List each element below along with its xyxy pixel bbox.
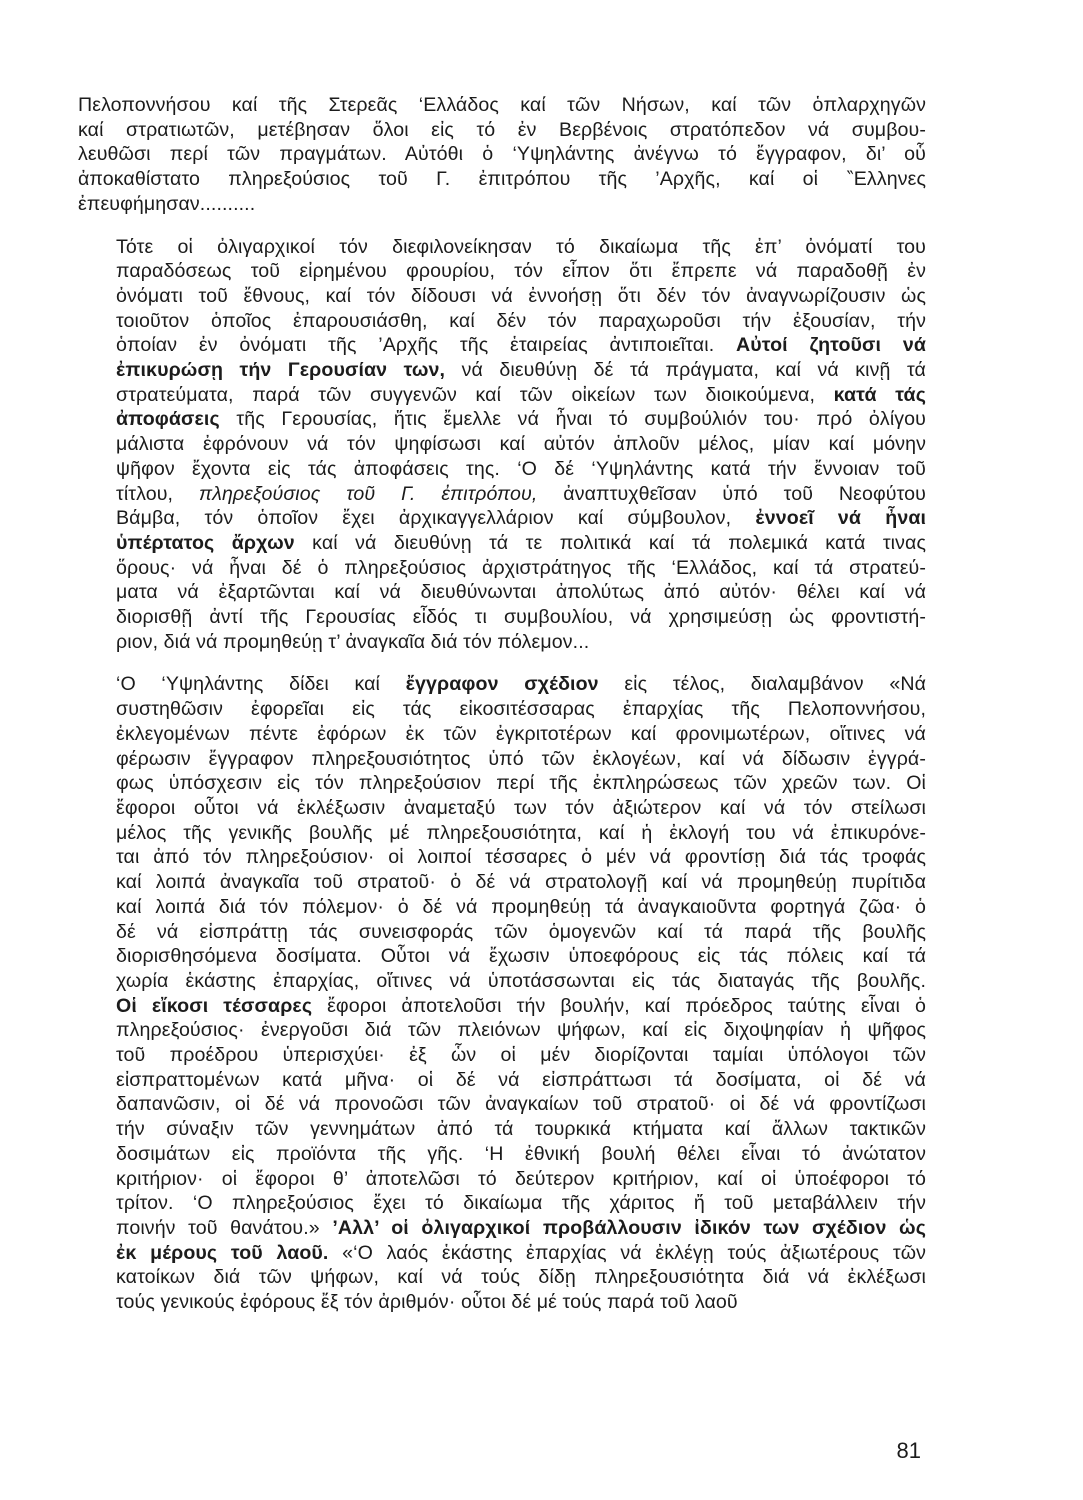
bold-run: ἐπικυρώσῃ τήν Γερουσίαν των,: [116, 359, 446, 382]
text-run: Πελοποννήσου καί τῆς Στερεᾶς ‘Ελλάδος καί τῶν Νήσων, καί τῶν ὁπλαρχηγῶν: [78, 94, 926, 116]
text-run: παραδόσεως τοῦ εἰρημένου φρουρίου, τόν εἶπον ὅτι ἔπρεπε νά παραδοθῇ ἐν: [116, 260, 926, 283]
text-line: [78, 845, 926, 870]
bold-run: ὑπέρτατος ἄρχων: [116, 531, 295, 554]
text-run: ἀποκαθίστατο πληρεξούσιος τοῦ Γ. ἐπιτρόπου τῆς ’Αρχῆς, καί οἱ ‶Ελληνες: [78, 168, 926, 191]
text-run: ἔφοροι οὗτοι νά ἐκλέξωσιν ἀναμεταξύ των τόν ἀξιώτερον καί νά τόν στείλωσι: [116, 796, 926, 819]
text-run: κριτήριον· οἱ ἔφοροι θ’ ἀποτελῶσι τό δεύτερον κριτήριον, καί οἱ ὑποέφοροι τό: [116, 1167, 926, 1190]
text-line: [78, 556, 926, 581]
text-line: [78, 358, 926, 383]
text-line: [78, 994, 926, 1019]
text-run: εἰσπραττομένων κατά μῆνα· οἱ δέ νά εἰσπράττωσι τά δοσίματα, οἱ δέ νά: [116, 1068, 926, 1091]
text-run: ἀναπτυχθεῖσαν ὑπό τοῦ Νεοφύτου: [537, 482, 926, 505]
text-line: [78, 407, 926, 432]
text-run: στρατεύματα, παρά τῶν συγγενῶν καί τῶν οἰκείων των διοικούμενα,: [116, 383, 834, 406]
text-run: τούς γενικούς ἐφόρους ἔξ τόν ἀριθμόν· οὗτοι δέ μέ τούς παρά τοῦ λαοῦ: [116, 1291, 738, 1314]
bold-run: ἀποφάσεις: [116, 408, 220, 431]
bold-run: ἔγγραφον σχέδιον: [405, 673, 599, 696]
text-line: [78, 284, 926, 309]
text-line: [78, 944, 926, 969]
paragraph: [78, 235, 926, 655]
text-line: [78, 192, 926, 217]
text-run: πληρεξούσιος· ἐνεργοῦσι διά τῶν πλειόνων ψήφων, καί εἰς διχοψηφίαν ἡ ψῆφος: [116, 1019, 926, 1042]
text-line: [78, 167, 926, 192]
text-run: διορισθησόμενα δοσίματα. Οὗτοι νά ἔχωσιν ὑποεφόρους εἰς τάς πόλεις καί τά: [116, 945, 926, 968]
bold-run: Αὐτοί ζητοῦσι νά: [736, 334, 926, 357]
text-run: «‘Ο λαός ἑκάστης ἐπαρχίας νά ἐκλέγῃ τούς ἀξιωτέρους τῶν: [328, 1241, 927, 1264]
paragraph: [78, 93, 926, 217]
text-run: ‘Ο ‘Υψηλάντης δίδει καί: [116, 673, 406, 696]
text-run: ριον, διά νά προμηθεύῃ τ’ ἀναγκαῖα διά τόν πόλεμον...: [116, 630, 590, 653]
text-line: [78, 235, 926, 260]
text-line: [78, 482, 926, 507]
text-line: [78, 93, 926, 118]
text-line: [78, 1241, 926, 1266]
text-line: [78, 457, 926, 482]
text-run: ματα νά ἐξαρτῶνται καί νά διευθύνωνται ἀπολύτως ἀπό αὐτόν· θέλει καί νά: [116, 581, 926, 604]
text-line: [78, 118, 926, 143]
text-run: ὅρους· νά ἦναι δέ ὁ πληρεξούσιος ἀρχιστράτηγος τῆς ‘Ελλάδος, καί τά στρατεύ-: [116, 556, 926, 579]
text-line: [78, 1018, 926, 1043]
text-run: φως ὑπόσχεσιν εἰς τόν πληρεξούσιον περί τῆς ἐκπληρώσεως τῶν χρεῶν των. Οἱ: [116, 772, 926, 795]
text-line: [78, 821, 926, 846]
bold-run: ἐκ μέρους τοῦ λαοῦ.: [116, 1241, 329, 1264]
text-line: [78, 142, 926, 167]
text-run: εἰς τέλος, διαλαμβάνον «Νά: [598, 673, 927, 696]
text-run: ὀνόματι τοῦ ἔθνους, καί τόν δίδουσι νά ἐννοήσῃ ὅτι δέν τόν ἀναγνωρίζουσιν ὡς: [116, 284, 926, 307]
text-line: [78, 870, 926, 895]
text-run: τοῦ προέδρου ὑπερισχύει· ἐξ ὧν οἱ μέν διορίζονται ταμίαι ὑπόλογοι τῶν: [116, 1044, 926, 1067]
bold-run: Οἱ εἴκοσι τέσσαρες: [116, 994, 313, 1017]
text-line: [78, 531, 926, 556]
page-body: [78, 93, 926, 1315]
text-line: [78, 1216, 926, 1241]
text-run: ψῆφον ἔχοντα εἰς τάς ἀποφάσεις της. ‘Ο δέ ‘Υψηλάντης κατά τήν ἔννοιαν τοῦ: [116, 457, 926, 480]
text-run: ἔφοροι ἀποτελοῦσι τήν βουλήν, καί πρόεδρος ταύτης εἶναι ὁ: [312, 994, 926, 1017]
text-line: [78, 697, 926, 722]
text-run: κατοίκων διά τῶν ψήφων, καί νά τούς δίδῃ πληρεξουσιότητα διά νά ἐκλέξωσι: [116, 1266, 926, 1289]
text-line: [78, 506, 926, 531]
text-run: συστηθῶσιν ἐφορεῖαι εἰς τάς εἰκοσιτέσσαρας ἐπαρχίας τῆς Πελοποννήσου,: [116, 698, 926, 721]
text-run: τοιοῦτον ὁποῖος ἐπαρουσιάσθη, καί δέν τόν παραχωροῦσι τήν ἐξουσίαν, τήν: [116, 309, 926, 332]
text-run: ποινήν τοῦ θανάτου.»: [116, 1216, 333, 1239]
text-line: [78, 796, 926, 821]
text-run: ἐπευφήμησαν..........: [78, 192, 256, 215]
text-line: [78, 432, 926, 457]
text-run: ὁποίαν ἐν ὀνόματι τῆς ’Αρχῆς τῆς ἑταιρείας ἀντιποιεῖται.: [116, 334, 737, 357]
text-line: [78, 747, 926, 772]
text-run: φέρωσιν ἔγγραφον πληρεξουσιότητος ὑπό τῶν ἐκλογέων, καί νά δίδωσιν ἐγγρά-: [116, 747, 926, 770]
text-run: διορισθῇ ἀντί τῆς Γερουσίας εἶδός τι συμβουλίου, νά χρησιμεύσῃ ὡς φροντιστή-: [116, 606, 926, 629]
text-line: [78, 1117, 926, 1142]
text-line: [78, 259, 926, 284]
text-line: [78, 722, 926, 747]
text-line: [78, 1092, 926, 1117]
text-line: [78, 895, 926, 920]
text-line: [78, 383, 926, 408]
text-run: ται ἀπό τόν πληρεξούσιον· οἱ λοιποί τέσσαρες ὁ μέν νά φροντίσῃ διά τάς τροφάς: [116, 846, 926, 869]
text-line: [78, 605, 926, 630]
text-line: [78, 1167, 926, 1192]
italic-run: πληρεξούσιος τοῦ Γ. ἐπιτρόπου,: [198, 482, 538, 505]
text-run: τήν σύναξιν τῶν γεννημάτων ἀπό τά τουρκικά κτήματα καί ἄλλων τακτικῶν: [116, 1118, 926, 1141]
text-run: καί λοιπά διά τόν πόλεμον· ὁ δέ νά προμηθεύῃ τά ἀναγκαιοῦντα φορτηγά ζῶα· ὁ: [116, 895, 926, 918]
text-run: μέλος τῆς γενικῆς βουλῆς μέ πληρεξουσιότητα, καί ἡ ἐκλογή του νά ἐπικυρόνε-: [116, 821, 926, 844]
text-line: [78, 771, 926, 796]
text-run: μάλιστα ἐφρόνουν νά τόν ψηφίσωσι καί αὐτόν ἁπλοῦν μέλος, μίαν καί μόνην: [116, 433, 926, 456]
text-run: ἐκλεγομένων πέντε ἐφόρων ἐκ τῶν ἐγκριτοτέρων καί φρονιμωτέρων, οἵτινες νά: [116, 722, 926, 745]
text-line: [78, 1142, 926, 1167]
text-line: [78, 672, 926, 697]
page-number: 81: [896, 1438, 921, 1463]
text-line: [78, 1290, 926, 1315]
text-run: καί νά διευθύνῃ τά τε πολιτικά καί τά πολεμικά κατά τινας: [294, 531, 926, 554]
text-run: Βάμβα, τόν ὁποῖον ἔχει ἀρχικαγγελλάριον καί σύμβουλον,: [116, 507, 756, 530]
text-line: [78, 333, 926, 358]
text-run: καί λοιπά ἀναγκαῖα τοῦ στρατοῦ· ὁ δέ νά στρατολογῇ καί νά προμηθεύῃ πυρίτιδα: [116, 871, 926, 894]
bold-run: ἐννοεῖ νά ἦναι: [755, 507, 927, 530]
text-run: τίτλου,: [116, 482, 199, 505]
text-run: χωρία ἑκάστης ἐπαρχίας, οἵτινες νά ὑποτάσσωνται εἰς τάς διαταγάς τῆς βουλῆς.: [116, 969, 926, 992]
text-run: δέ νά εἰσπράττῃ τάς συνεισφοράς τῶν ὁμογενῶν καί τά παρά τῆς βουλῆς: [116, 920, 926, 943]
bold-run: ’Αλλ’ οἱ ὀλιγαρχικοί προβάλλουσιν ἰδικόν των σχέδιον ὡς: [332, 1216, 926, 1239]
text-run: λευθῶσι περί τῶν πραγμάτων. Αὐτόθι ὁ ‘Υψηλάντης ἀνέγνω τό ἔγγραφον, δι’ οὗ: [78, 143, 926, 166]
paragraph: [78, 672, 926, 1314]
text-run: δαπανῶσιν, οἱ δέ νά προνοῶσι τῶν ἀναγκαίων τοῦ στρατοῦ· οἱ δέ νά φροντίζωσι: [116, 1093, 926, 1116]
text-line: [78, 309, 926, 334]
bold-run: κατά τάς: [833, 383, 926, 406]
text-line: [78, 580, 926, 605]
text-line: [78, 1265, 926, 1290]
text-line: [78, 920, 926, 945]
text-line: [78, 969, 926, 994]
text-line: [78, 1043, 926, 1068]
text-line: [78, 1068, 926, 1093]
text-run: νά διευθύνῃ δέ τά πράγματα, καί νά κινῇ τά: [445, 359, 926, 382]
text-line: [78, 630, 926, 655]
text-line: [78, 1191, 926, 1216]
text-run: δοσιμάτων εἰς προϊόντα τῆς γῆς. ‘Η ἐθνική βουλή θέλει εἶναι τό ἀνώτατον: [116, 1142, 926, 1165]
text-run: Τότε οἱ ὀλιγαρχικοί τόν διεφιλονείκησαν τό δικαίωμα τῆς ἐπ’ ὀνόματί του: [116, 235, 926, 258]
text-run: καί στρατιωτῶν, μετέβησαν ὅλοι εἰς τό ἐν Βερβένοις στρατόπεδον νά συμβου-: [78, 118, 926, 141]
text-run: τῆς Γερουσίας, ἥτις ἔμελλε νά ἦναι τό συμβούλιόν του· πρό ὀλίγου: [219, 408, 926, 431]
text-run: τρίτον. ‘Ο πληρεξούσιος ἔχει τό δικαίωμα τῆς χάριτος ἤ τοῦ μεταβάλλειν τήν: [116, 1192, 926, 1215]
